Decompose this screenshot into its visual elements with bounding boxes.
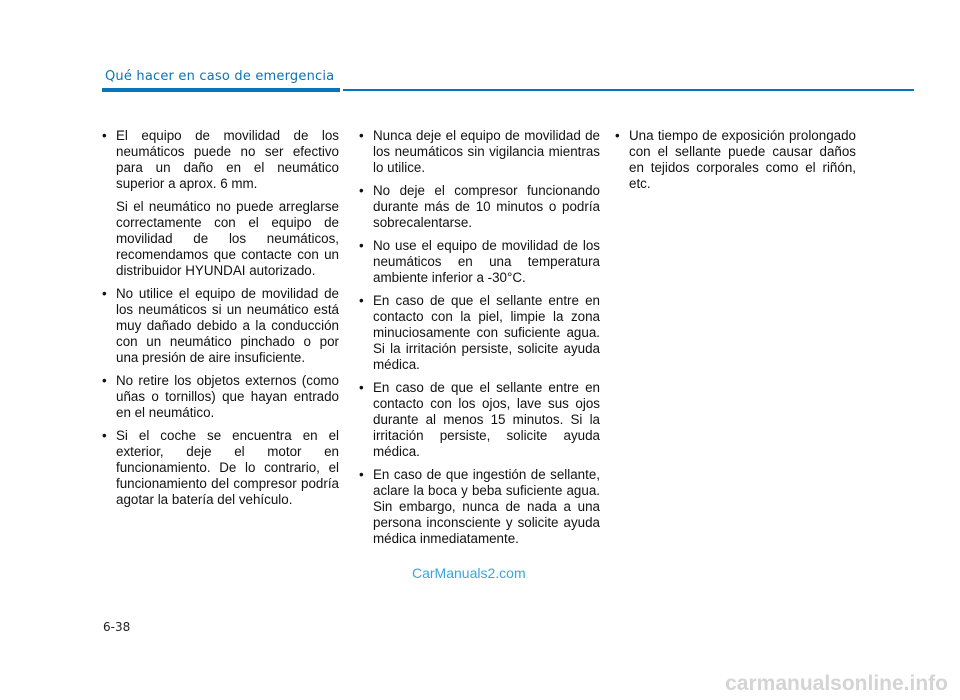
bullet-icon: •	[615, 128, 620, 143]
list-item-text: No deje el compresor funcionando durante más de 10 minutos o podría sobrecalentarse.	[373, 183, 600, 230]
bullet-icon: •	[359, 293, 364, 308]
list-item-text: Nunca deje el equipo de movilidad de los neumáticos sin vigilancia mientras lo utilice.	[373, 128, 600, 175]
page-number: 6-38	[103, 620, 131, 634]
list-item	[358, 128, 600, 176]
footer-watermark: carmanualsonline.info	[725, 672, 948, 695]
list-item	[101, 373, 339, 421]
bullet-icon: •	[359, 238, 364, 253]
bullet-icon: •	[359, 183, 364, 198]
list-item-text: Una tiempo de exposición prolongado con el sellante puede causar daños en tejidos corporales como el riñón, etc.	[629, 128, 856, 191]
bullet-icon: •	[359, 128, 364, 143]
list-item	[358, 467, 600, 547]
list-item-text: No use el equipo de movilidad de los neumáticos en una temperatura ambiente inferior a -30°C.	[373, 238, 600, 285]
site-watermark-link[interactable]: CarManuals2.com	[412, 565, 526, 581]
list-item-text: No retire los objetos externos (como uñas o tornillos) que hayan entrado en el neumático.	[116, 373, 339, 420]
list-item	[358, 238, 600, 286]
list-item-text: No utilice el equipo de movilidad de los neumáticos si un neumático está muy dañado debido a la conducción con un neumático pinchado o por una presión de aire insuficiente.	[116, 286, 339, 365]
list-item-text: En caso de que el sellante entre en contacto con la piel, limpie la zona minuciosamente con suficiente agua. Si la irritación persiste, solicite ayuda médica.	[373, 293, 600, 372]
bullet-icon: •	[102, 428, 107, 443]
section-title: Qué hacer en caso de emergencia	[105, 69, 335, 84]
list-item	[358, 293, 600, 373]
text-column-2	[358, 128, 600, 554]
list-item	[101, 286, 339, 366]
text-column-1	[101, 128, 339, 515]
list-item-text: Si el coche se encuentra en el exterior, deje el motor en funcionamiento. De lo contrario, el funcionamiento del compresor podría agotar la batería del vehículo.	[116, 428, 339, 507]
list-item	[358, 183, 600, 231]
list-item	[614, 128, 856, 192]
note-paragraph: Si el neumático no puede arreglarse correctamente con el equipo de movilidad de los neumáticos, recomendamos que contacte con un distribuidor HYUNDAI autorizado.	[116, 199, 339, 278]
list-item	[101, 428, 339, 508]
list-item-text: En caso de que el sellante entre en contacto con los ojos, lave sus ojos durante al menos 15 minutos. Si la irritación persiste, solicite ayuda médica.	[373, 380, 600, 459]
bullet-icon: •	[359, 380, 364, 395]
bullet-icon: •	[102, 286, 107, 301]
text-column-3	[614, 128, 856, 199]
list-item-text: El equipo de movilidad de los neumáticos puede no ser efectivo para un daño en el neumático superior a aprox. 6 mm.	[116, 128, 339, 191]
bullet-icon: •	[102, 373, 107, 388]
list-item	[101, 128, 339, 192]
list-item-text: En caso de que ingestión de sellante, aclare la boca y beba suficiente agua. Sin embargo, nunca de nada a una persona inconsciente y solicite ayuda médica inmediatamente.	[373, 467, 600, 546]
header-rule-accent	[102, 88, 340, 92]
header-rule	[343, 89, 914, 91]
list-item	[358, 380, 600, 460]
bullet-icon: •	[102, 128, 107, 143]
bullet-icon: •	[359, 467, 364, 482]
